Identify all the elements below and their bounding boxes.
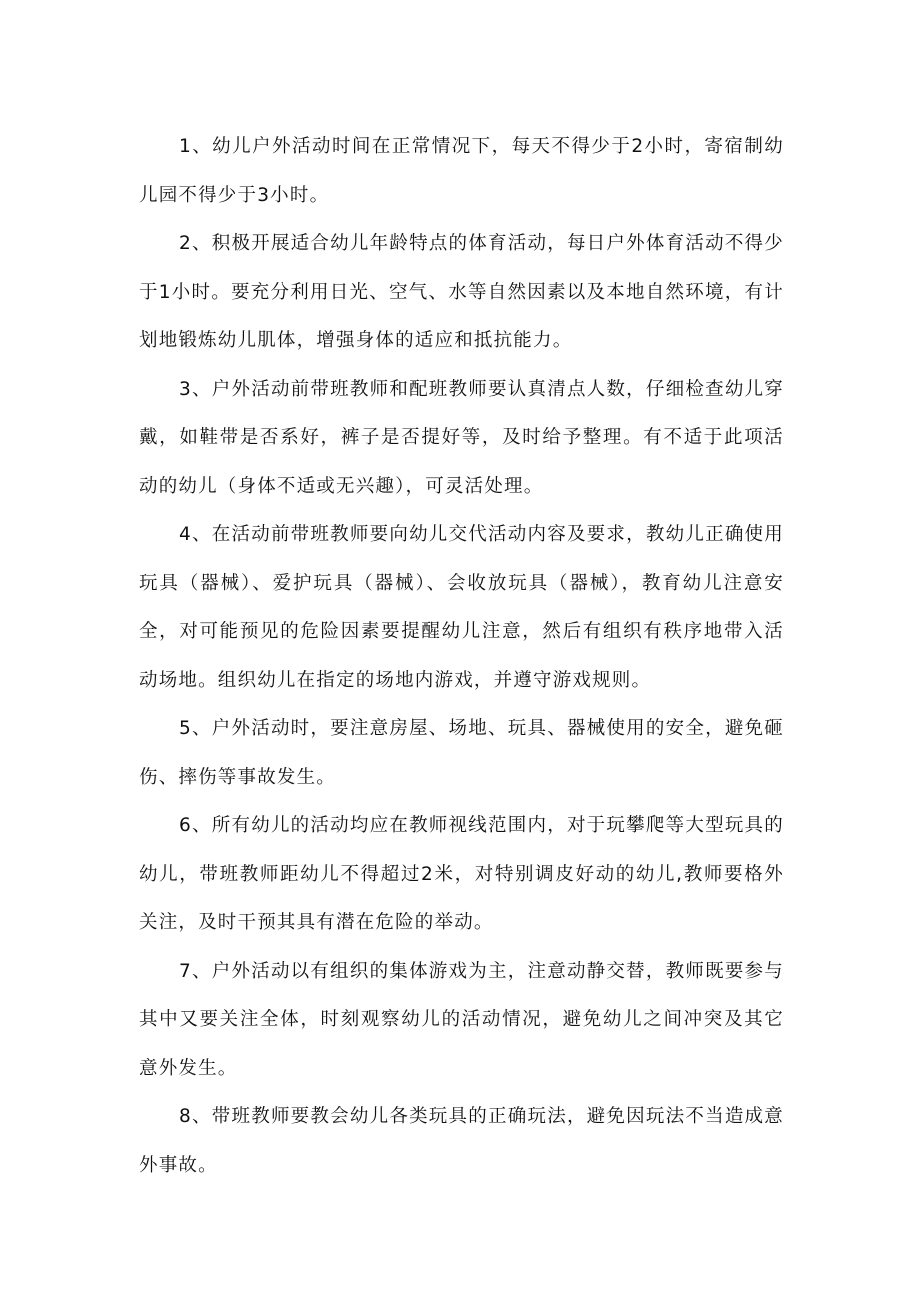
paragraph-3: 3、户外活动前带班教师和配班教师要认真清点人数，仔细检查幼儿穿戴，如鞋带是否系好，裤子是否提好等，及时给予整理。有不适于此项活动的幼儿（身体不适或无兴趣），可灵活处理。 [139, 378, 784, 497]
paragraph-5: 5、户外活动时，要注意房屋、场地、玩具、器械使用的安全，避免砸伤、摔伤等事故发生。 [139, 718, 784, 788]
paragraph-2: 2、积极开展适合幼儿年龄特点的体育活动，每日户外体育活动不得少于1小时。要充分利用日光、空气、水等自然因素以及本地自然环境，有计划地锻炼幼儿肌体，增强身体的适应和抵抗能力。 [139, 233, 784, 351]
paragraph-8: 8、带班教师要教会幼儿各类玩具的正确玩法，避免因玩法不当造成意外事故。 [139, 1106, 784, 1176]
paragraph-6: 6、所有幼儿的活动均应在教师视线范围内，对于玩攀爬等大型玩具的幼儿，带班教师距幼儿不得超过2米，对特别调皮好动的幼儿,教师要格外关注，及时干预其具有潜在危险的举动。 [139, 815, 784, 933]
paragraph-7: 7、户外活动以有组织的集体游戏为主，注意动静交替，教师既要参与其中又要关注全体，时刻观察幼儿的活动情况，避免幼儿之间冲突及其它意外发生。 [139, 960, 784, 1079]
document-body [139, 123, 784, 1190]
paragraph-4: 4、在活动前带班教师要向幼儿交代活动内容及要求，教幼儿正确使用玩具（器械）、爱护玩具（器械）、会收放玩具（器械），教育幼儿注意安全，对可能预见的危险因素要提醒幼儿注意，然后有组织有秩序地带入活动场地。组织幼儿在指定的场地内游戏，并遵守游戏规则。 [139, 524, 784, 691]
paragraph-1: 1、幼儿户外活动时间在正常情况下，每天不得少于2小时，寄宿制幼儿园不得少于3小时。 [139, 136, 784, 206]
